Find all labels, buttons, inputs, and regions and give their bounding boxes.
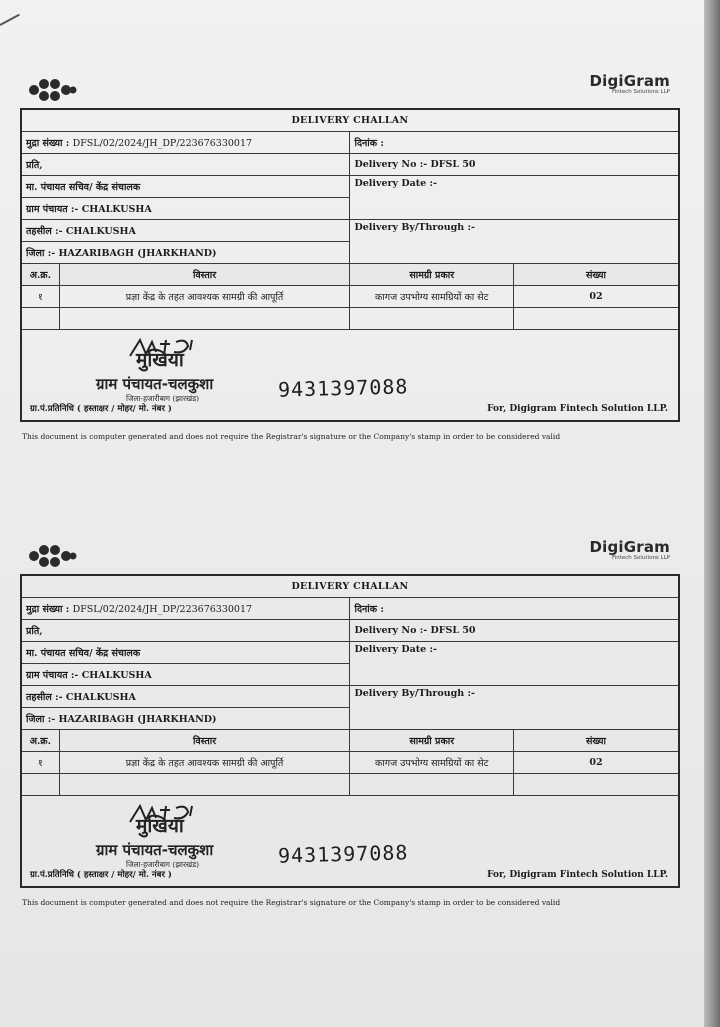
brand-subtitle: Fintech Solutions LLP: [611, 555, 670, 561]
brand-name: DigiGram: [589, 538, 670, 556]
brand-block: [589, 538, 670, 561]
brand-block: [589, 72, 670, 95]
item-detail: प्रज्ञा केंद्र के तहत आवश्यक सामग्री की आपूर्ति: [59, 286, 350, 308]
delivery-date: Delivery Date :-: [350, 176, 679, 220]
zila: जिला :- HAZARIBAGH (JHARKHAND): [21, 708, 350, 730]
signature-area: [21, 796, 679, 888]
col-header-type: सामग्री प्रकार: [350, 264, 513, 286]
col-header-sr: अ.क्र.: [21, 730, 59, 752]
item-type: कागज उपभोग्य सामग्रियों का सेट: [350, 752, 513, 774]
item-detail: प्रज्ञा केंद्र के तहत आवश्यक सामग्री की आपूर्ति: [59, 752, 350, 774]
delivery-by: Delivery By/Through :-: [350, 220, 679, 264]
handwritten-phone: 9431397088: [277, 374, 409, 402]
tehsil: तहसील :- CHALKUSHA: [21, 686, 350, 708]
challan-table: [20, 108, 680, 422]
col-header-type: सामग्री प्रकार: [350, 730, 513, 752]
digigram-mark-icon: [26, 76, 78, 104]
delivery-no: Delivery No :- DFSL 50: [350, 154, 679, 176]
dinank-field: दिनांक :: [350, 598, 679, 620]
handwritten-phone: 9431397088: [277, 840, 409, 868]
footnote: This document is computer generated and does not require the Registrar's signature or the Company's stamp in order to be considered valid: [22, 898, 561, 907]
signatory-right: For, Digigram Fintech Solution LLP.: [487, 404, 668, 414]
addressee: मा. पंचायत सचिव/ केंद्र संचालक: [21, 176, 350, 198]
challan-table: [20, 574, 680, 888]
delivery-no: Delivery No :- DFSL 50: [350, 620, 679, 642]
brand-name: DigiGram: [589, 72, 670, 90]
stamp-gram-panchayat: ग्राम पंचायत-चलकुशा: [96, 375, 214, 393]
col-header-sr: अ.क्र.: [21, 264, 59, 286]
stamp-mukhiya: मुखिया: [136, 815, 184, 837]
item-qty: 02: [513, 286, 679, 308]
stamp-district: जिला-हजारीबाग (झारखंड): [126, 394, 200, 403]
challan-title: DELIVERY CHALLAN: [21, 109, 679, 132]
pencil-mark: [0, 14, 20, 26]
mudra-number: मुद्रा संख्या : DFSL/02/2024/JH_DP/223676330017: [21, 598, 350, 620]
signature-area: [21, 330, 679, 422]
signatory-left: ग्रा.पं.प्रतिनिधि ( हस्ताक्षर / मोहर/ मो. नंबर ): [30, 870, 172, 880]
col-header-qty: संख्या: [513, 730, 679, 752]
empty-row: [21, 308, 679, 330]
item-qty: 02: [513, 752, 679, 774]
empty-row: [21, 774, 679, 796]
table-row: [21, 752, 679, 774]
gram-panchayat: ग्राम पंचायत :- CHALKUSHA: [21, 664, 350, 686]
dinank-field: दिनांक :: [350, 132, 679, 154]
page-edge-shadow: [704, 0, 720, 1027]
prati-label: प्रति,: [21, 620, 350, 642]
stamp-gram-panchayat: ग्राम पंचायत-चलकुशा: [96, 841, 214, 859]
col-header-detail: विस्तार: [59, 264, 350, 286]
item-type: कागज उपभोग्य सामग्रियों का सेट: [350, 286, 513, 308]
mudra-number: मुद्रा संख्या : DFSL/02/2024/JH_DP/223676330017: [21, 132, 350, 154]
delivery-date: Delivery Date :-: [350, 642, 679, 686]
signatory-left: ग्रा.पं.प्रतिनिधि ( हस्ताक्षर / मोहर/ मो. नंबर ): [30, 404, 172, 414]
challan-copy-2: [20, 538, 680, 907]
challan-copy-1: [20, 72, 680, 441]
stamp-district: जिला-हजारीबाग (झारखंड): [126, 860, 200, 869]
header-row: [20, 538, 680, 572]
col-header-detail: विस्तार: [59, 730, 350, 752]
challan-title: DELIVERY CHALLAN: [21, 575, 679, 598]
table-row: [21, 286, 679, 308]
stamp-mukhiya: मुखिया: [136, 349, 184, 371]
gram-panchayat: ग्राम पंचायत :- CHALKUSHA: [21, 198, 350, 220]
prati-label: प्रति,: [21, 154, 350, 176]
item-sr: १: [21, 752, 59, 774]
col-header-qty: संख्या: [513, 264, 679, 286]
signatory-right: For, Digigram Fintech Solution LLP.: [487, 870, 668, 880]
delivery-by: Delivery By/Through :-: [350, 686, 679, 730]
zila: जिला :- HAZARIBAGH (JHARKHAND): [21, 242, 350, 264]
tehsil: तहसील :- CHALKUSHA: [21, 220, 350, 242]
item-sr: १: [21, 286, 59, 308]
brand-subtitle: Fintech Solutions LLP: [611, 89, 670, 95]
footnote: This document is computer generated and does not require the Registrar's signature or the Company's stamp in order to be considered valid: [22, 432, 561, 441]
header-row: [20, 72, 680, 106]
digigram-mark-icon: [26, 542, 78, 570]
addressee: मा. पंचायत सचिव/ केंद्र संचालक: [21, 642, 350, 664]
